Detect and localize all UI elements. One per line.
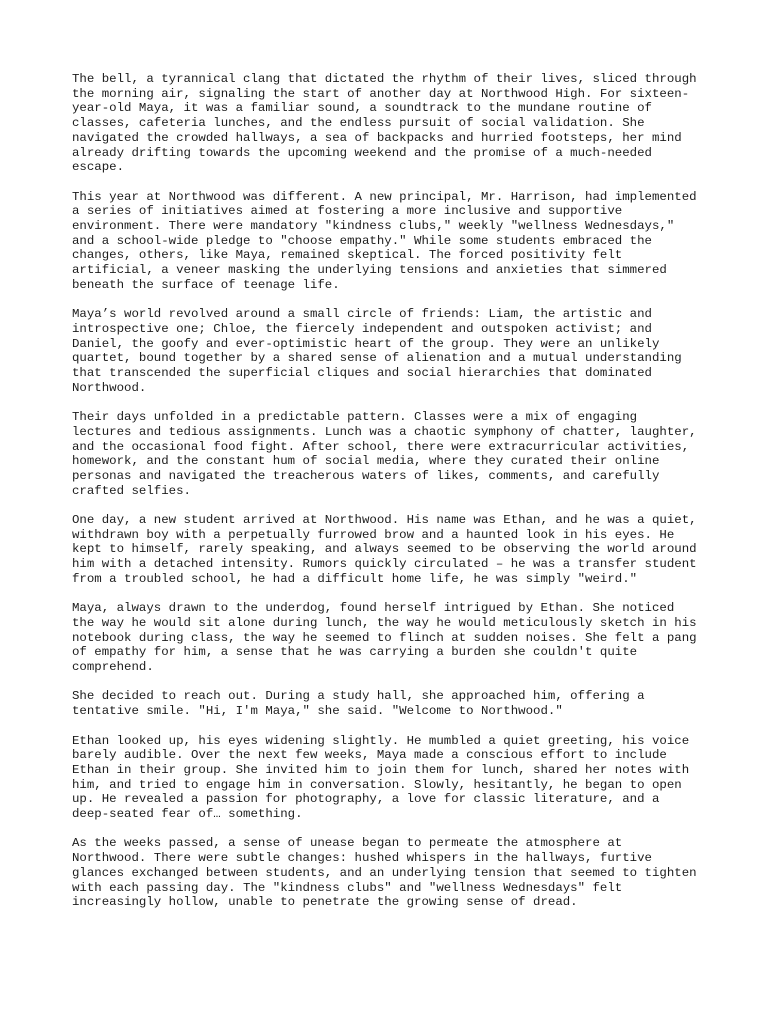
paragraph: She decided to reach out. During a study hall, she approached him, offering a tentative smile. "Hi, I'm Maya," she said. "Welcome to Northwood."	[72, 689, 645, 719]
paragraph: Maya’s world revolved around a small circle of friends: Liam, the artistic and introspective one; Chloe, the fiercely independent and outspoken activist; and Daniel, the goofy and ever-optimistic heart of the group. They were an unlikely quartet, bound together by a shared sense of alienation and a mutual understanding that transcended the superficial cliques and social hierarchies that dominated Northwood.	[72, 307, 682, 395]
paragraph: This year at Northwood was different. A new principal, Mr. Harrison, had implemented a series of initiatives aimed at fostering a more inclusive and supportive environment. There were mandatory "kindness clubs," weekly "wellness Wednesdays," and a school-wide pledge to "choose empathy." While some students embraced the changes, others, like Maya, remained skeptical. The forced positivity felt artificial, a veneer masking the underlying tensions and anxieties that simmered beneath the surface of teenage life.	[72, 189, 697, 292]
paragraph: As the weeks passed, a sense of unease began to permeate the atmosphere at Northwood. There were subtle changes: hushed whispers in the hallways, furtive glances exchanged between students, and an underlying tension that seemed to tighten with each passing day. The "kindness clubs" and "wellness Wednesdays" felt increasingly hollow, unable to penetrate the growing sense of dread.	[72, 836, 697, 910]
paragraph: The bell, a tyrannical clang that dictated the rhythm of their lives, sliced through the morning air, signaling the start of another day at Northwood High. For sixteen-year-old Maya, it was a familiar sound, a soundtrack to the mundane routine of classes, cafeteria lunches, and the endless pursuit of social validation. She navigated the crowded hallways, a sea of backpacks and hurried footsteps, her mind already drifting towards the upcoming weekend and the promise of a much-needed escape.	[72, 72, 697, 175]
paragraph: Maya, always drawn to the underdog, found herself intrigued by Ethan. She noticed the way he would sit alone during lunch, the way he would meticulously sketch in his notebook during class, the way he seemed to flinch at sudden noises. She felt a pang of empathy for him, a sense that he was carrying a burden she couldn't quite comprehend.	[72, 601, 697, 675]
paragraph: Ethan looked up, his eyes widening slightly. He mumbled a quiet greeting, his voice barely audible. Over the next few weeks, Maya made a conscious effort to include Ethan in their group. She invited him to join them for lunch, shared her notes with him, and tried to engage him in conversation. Slowly, hesitantly, he began to open up. He revealed a passion for photography, a love for classic literature, and a deep-seated fear of… something.	[72, 733, 690, 822]
paragraph: Their days unfolded in a predictable pattern. Classes were a mix of engaging lectures and tedious assignments. Lunch was a chaotic symphony of chatter, laughter, and the occasional food fight. After school, there were extracurricular activities, homework, and the constant hum of social media, where they curated their online personas and navigated the treacherous waters of likes, comments, and carefully crafted selfies.	[72, 410, 697, 498]
paragraph: One day, a new student arrived at Northwood. His name was Ethan, and he was a quiet, withdrawn boy with a perpetually furrowed brow and a haunted look in his eyes. He kept to himself, rarely speaking, and always seemed to be observing the world around him with a detached intensity. Rumors quickly circulated – he was a transfer student from a troubled school, he had a difficult home life, he was simply "weird."	[72, 513, 697, 586]
document-body	[72, 72, 704, 925]
